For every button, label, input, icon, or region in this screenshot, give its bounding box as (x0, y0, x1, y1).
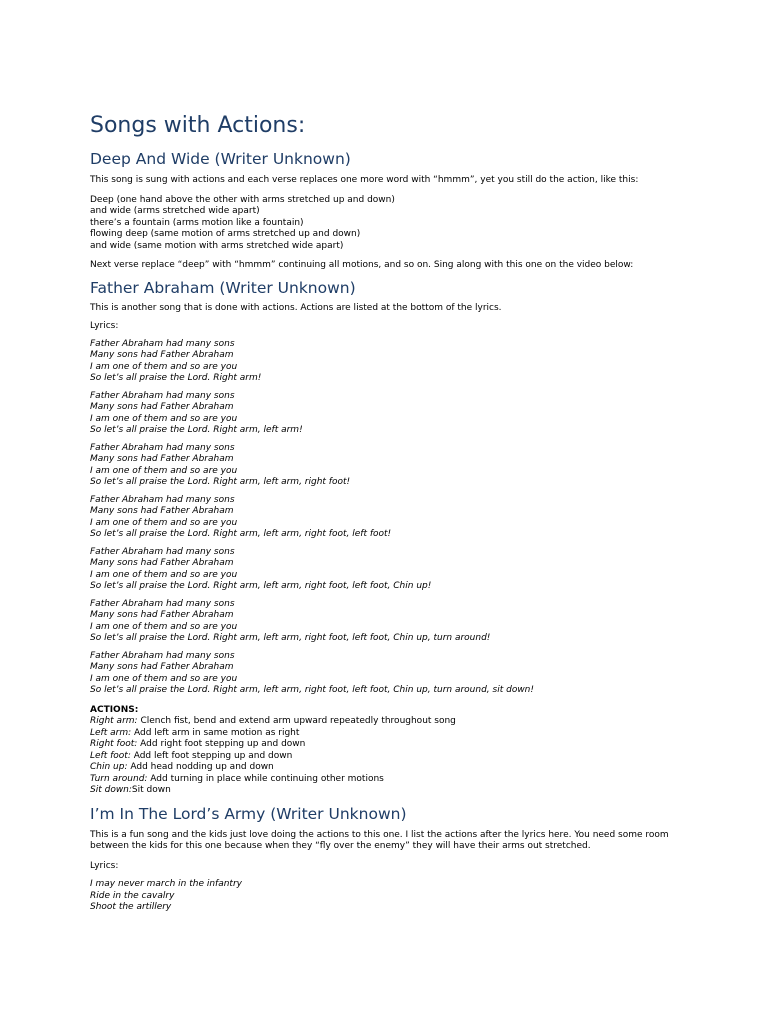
document-content (90, 112, 690, 914)
verse-ending: So let’s all praise the Lord. Right arm, left arm! (90, 425, 303, 435)
verse (90, 651, 690, 697)
verse-ending: So let’s all praise the Lord. Right arm, left arm, right foot, left foot, Chin up! (90, 581, 432, 591)
action-desc: Sit down (131, 785, 171, 795)
song1-line: and wide (arms stretched wide apart) (90, 206, 260, 216)
verse-line: I am one of them and so are you (90, 413, 238, 424)
verse-line: Many sons had Father Abraham (90, 350, 234, 360)
song3-intro: This is a fun song and the kids just love doing the actions to this one. I list the actions after the lyrics here. You need some room between the kids for this one because when they “fly over the enemy” they will have their arms out stretched. (90, 829, 669, 851)
action-desc: Add right foot stepping up and down (137, 739, 306, 749)
actions-list (90, 705, 690, 797)
song1-intro: This song is sung with actions and each verse replaces one more word with “hmmm”, yet you still do the action, like this: (90, 175, 639, 185)
action-item (90, 751, 690, 763)
verse-line: Many sons had Father Abraham (90, 402, 234, 412)
song1-line: there’s a fountain (arms motion like a fountain) (90, 217, 304, 228)
action-item (90, 774, 690, 786)
lyric-line: I may never march in the infantry (90, 879, 242, 889)
song3-heading: I’m In The Lord’s Army (Writer Unknown) (90, 804, 407, 823)
song1-line: flowing deep (same motion of arms stretched up and down) (90, 229, 361, 239)
verse (90, 547, 690, 593)
action-name: Chin up: (90, 762, 128, 772)
verse-line: I am one of them and so are you (90, 465, 238, 476)
verse-line: Many sons had Father Abraham (90, 558, 234, 568)
action-item (90, 785, 690, 797)
verse-line: I am one of them and so are you (90, 517, 238, 528)
verse-ending: So let’s all praise the Lord. Right arm! (90, 373, 262, 383)
action-name: Left foot: (90, 750, 131, 761)
action-desc: Add turning in place while continuing other motions (147, 773, 384, 784)
action-item (90, 739, 690, 751)
verse-line: Father Abraham had many sons (90, 338, 235, 349)
action-name: Right arm: (90, 716, 138, 726)
verse-line: I am one of them and so are you (90, 569, 238, 580)
verse-ending: So let’s all praise the Lord. Right arm, left arm, right foot, left foot, Chin up, turn around, sit down! (90, 685, 534, 695)
song1-line: and wide (same motion with arms stretched wide apart) (90, 240, 344, 251)
verse-line: Father Abraham had many sons (90, 598, 235, 609)
verse-line: Father Abraham had many sons (90, 546, 235, 557)
song3-lyrics-label: Lyrics: (90, 860, 119, 871)
song1-line: Deep (one hand above the other with arms stretched up and down) (90, 194, 395, 205)
page-title: Songs with Actions: (90, 113, 306, 138)
verse-ending: So let’s all praise the Lord. Right arm, left arm, right foot, left foot! (90, 529, 392, 539)
lyric-line: Ride in the cavalry (90, 890, 175, 901)
verse (90, 495, 690, 541)
action-name: Right foot: (90, 739, 138, 749)
song2-intro: This is another song that is done with actions. Actions are listed at the bottom of the lyrics. (90, 302, 502, 313)
action-name: Turn around: (90, 773, 148, 784)
verse-line: Many sons had Father Abraham (90, 610, 234, 620)
lyric-line: Shoot the artillery (90, 902, 172, 912)
song2-heading: Father Abraham (Writer Unknown) (90, 278, 356, 297)
action-desc: Add left foot stepping up and down (130, 750, 293, 761)
verse-ending: So let’s all praise the Lord. Right arm, left arm, right foot, left foot, Chin up, turn around! (90, 633, 491, 643)
verse-line: Father Abraham had many sons (90, 494, 235, 505)
song3-lyrics (90, 879, 690, 914)
verse (90, 599, 690, 645)
action-name: Sit down: (90, 785, 132, 795)
verse-line: Father Abraham had many sons (90, 650, 235, 661)
action-desc: Add head nodding up and down (127, 762, 274, 772)
verse (90, 391, 690, 437)
verse-line: Father Abraham had many sons (90, 442, 235, 453)
action-item (90, 728, 690, 740)
verse-line: Father Abraham had many sons (90, 390, 235, 401)
action-item (90, 716, 690, 728)
song2-lyrics-label: Lyrics: (90, 321, 119, 331)
action-desc: Add left arm in same motion as right (131, 727, 300, 738)
song1-heading: Deep And Wide (Writer Unknown) (90, 150, 351, 168)
action-desc: Clench fist, bend and extend arm upward repeatedly throughout song (137, 716, 456, 726)
verse-line: I am one of them and so are you (90, 361, 238, 372)
verse-line: Many sons had Father Abraham (90, 662, 234, 672)
actions-label: ACTIONS: (90, 704, 139, 715)
verse-ending: So let’s all praise the Lord. Right arm, left arm, right foot! (90, 477, 351, 487)
action-name: Left arm: (90, 727, 132, 738)
verse (90, 339, 690, 385)
verse-line: I am one of them and so are you (90, 673, 238, 684)
song1-outro: Next verse replace “deep” with “hmmm” continuing all motions, and so on. Sing along with this one on the video below: (90, 260, 634, 270)
verse (90, 443, 690, 489)
verse-line: I am one of them and so are you (90, 621, 238, 632)
verse-line: Many sons had Father Abraham (90, 454, 234, 464)
song2-verses (90, 339, 690, 697)
song1-lines (90, 195, 690, 253)
action-item (90, 762, 690, 774)
verse-line: Many sons had Father Abraham (90, 506, 234, 516)
